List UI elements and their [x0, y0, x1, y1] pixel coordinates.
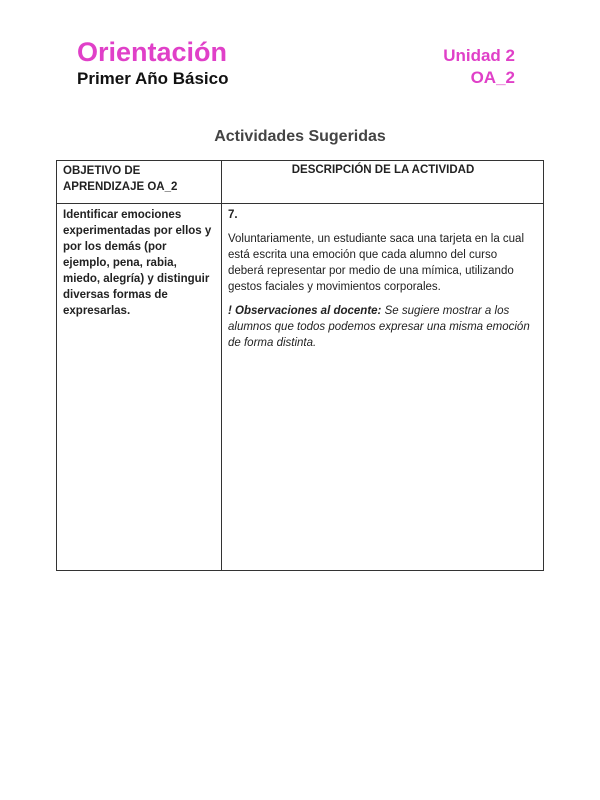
- activity-number: 7.: [228, 209, 238, 221]
- unit-label: Unidad 2: [443, 46, 515, 65]
- document-header-left: [77, 36, 228, 90]
- section-title: Actividades Sugeridas: [214, 128, 386, 145]
- objective-cell: Identificar emociones experimentadas por ellos y por los demás (por ejemplo, pena, rabia, miedo, alegría) y distinguir diversas formas de expresarlas.: [63, 209, 212, 317]
- teacher-note: [228, 303, 536, 351]
- description-cell: [228, 207, 536, 351]
- teacher-note-text: Se sugiere mostrar a los alumnos que todos podemos expresar una misma emoción de forma distinta.: [228, 305, 530, 349]
- oa-label: OA_2: [470, 68, 515, 87]
- activity-table: [56, 160, 544, 571]
- document-header-right: [443, 45, 515, 89]
- objective-column-header: OBJETIVO DE APRENDIZAJE OA_2: [63, 165, 178, 193]
- grade-title: Primer Año Básico: [77, 69, 229, 88]
- subject-title: Orientación: [77, 37, 228, 67]
- teacher-note-label: ! Observaciones al docente:: [228, 305, 382, 317]
- header-row-divider: [57, 203, 543, 204]
- description-column-header: DESCRIPCIÓN DE LA ACTIVIDAD: [291, 164, 475, 176]
- activity-text: Voluntariamente, un estudiante saca una tarjeta en la cual está escrita una emoción que cada alumno del curso deberá representar por medio de una mímica, utilizando gestos faciales y movimientos corporales.: [228, 233, 525, 293]
- column-divider: [221, 161, 222, 570]
